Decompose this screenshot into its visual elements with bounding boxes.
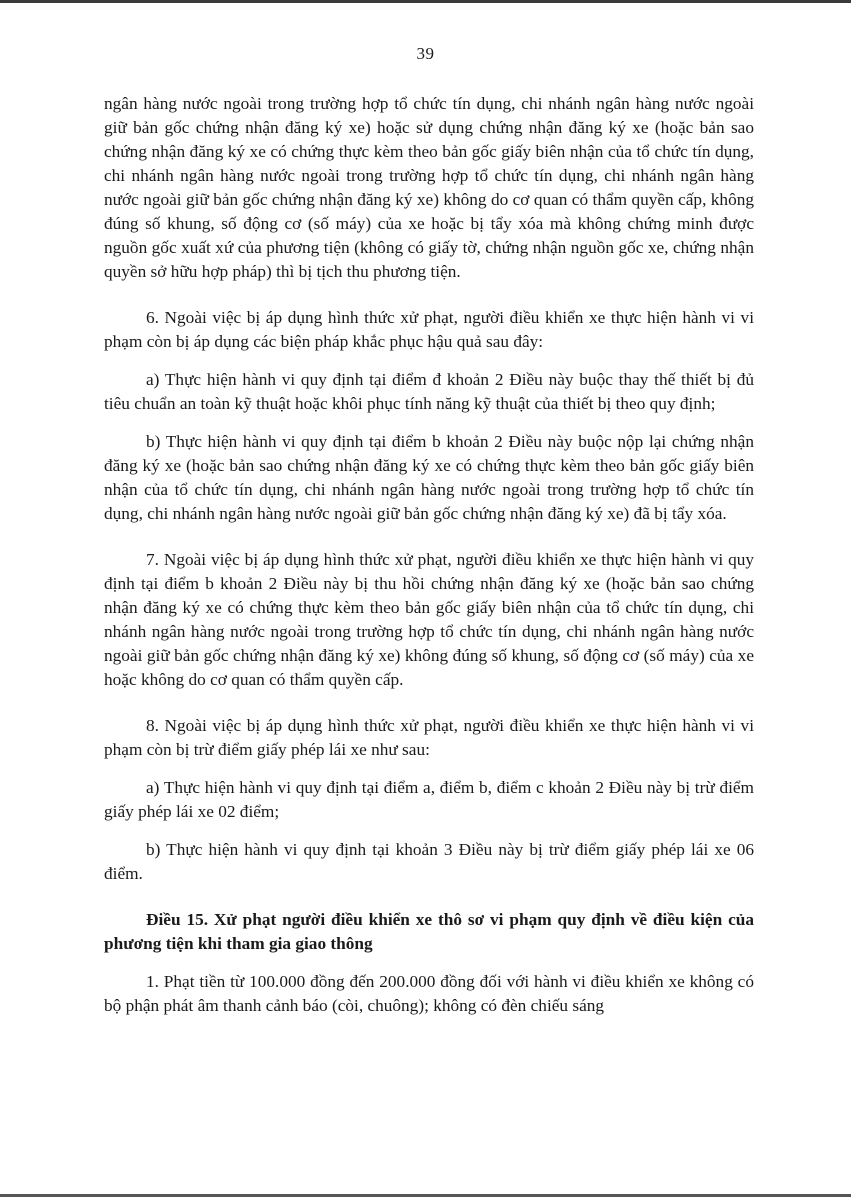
paragraph-clause-6: 6. Ngoài việc bị áp dụng hình thức xử phạt, người điều khiển xe thực hiện hành vi vi phạm còn bị áp dụng các biện pháp khắc phục hậu quả sau đây:	[104, 308, 754, 351]
page-number: 39	[416, 44, 435, 63]
paragraph-clause-6a: a) Thực hiện hành vi quy định tại điểm đ khoản 2 Điều này buộc thay thế thiết bị đủ tiêu chuẩn an toàn kỹ thuật hoặc khôi phục tính năng kỹ thuật của thiết bị theo quy định;	[104, 370, 754, 413]
scan-bottom-edge	[0, 1194, 851, 1197]
paragraph-article-15-clause-1: 1. Phạt tiền từ 100.000 đồng đến 200.000 đồng đối với hành vi điều khiển xe không có bộ phận phát âm thanh cảnh báo (còi, chuông); không có đèn chiếu sáng	[104, 972, 754, 1015]
paragraph-clause-8a: a) Thực hiện hành vi quy định tại điểm a, điểm b, điểm c khoản 2 Điều này bị trừ điểm giấy phép lái xe 02 điểm;	[104, 778, 754, 821]
paragraph-clause-7: 7. Ngoài việc bị áp dụng hình thức xử phạt, người điều khiển xe thực hiện hành vi quy định tại điểm b khoản 2 Điều này bị thu hồi chứng nhận đăng ký xe (hoặc bản sao chứng nhận đăng ký xe có chứng thực kèm theo bản gốc giấy biên nhận của tổ chức tín dụng, chi nhánh ngân hàng nước ngoài trong trường hợp tổ chức tín dụng, chi nhánh ngân hàng nước ngoài giữ bản gốc chứng nhận đăng ký xe) không đúng số khung, số động cơ (số máy) của xe hoặc không do cơ quan có thẩm quyền cấp.	[104, 550, 754, 689]
paragraph-clause-8b: b) Thực hiện hành vi quy định tại khoản 3 Điều này bị trừ điểm giấy phép lái xe 06 điểm.	[104, 840, 754, 883]
scan-top-edge	[0, 0, 851, 3]
paragraph-clause-8: 8. Ngoài việc bị áp dụng hình thức xử phạt, người điều khiển xe thực hiện hành vi vi phạm còn bị trừ điểm giấy phép lái xe như sau:	[104, 716, 754, 759]
article-15-heading: Điều 15. Xử phạt người điều khiển xe thô sơ vi phạm quy định về điều kiện của phương tiện khi tham gia giao thông	[104, 910, 754, 953]
paragraph-clause-6b: b) Thực hiện hành vi quy định tại điểm b khoản 2 Điều này buộc nộp lại chứng nhận đăng ký xe (hoặc bản sao chứng nhận đăng ký xe có chứng thực kèm theo bản gốc giấy biên nhận của tổ chức tín dụng, chi nhánh ngân hàng nước ngoài trong trường hợp tổ chức tín dụng, chi nhánh ngân hàng nước ngoài giữ bản gốc chứng nhận đăng ký xe) đã bị tẩy xóa.	[104, 432, 754, 523]
paragraph-continuation: ngân hàng nước ngoài trong trường hợp tổ chức tín dụng, chi nhánh ngân hàng nước ngoài giữ bản gốc chứng nhận đăng ký xe) hoặc sử dụng chứng nhận đăng ký xe (hoặc bản sao chứng nhận đăng ký xe có chứng thực kèm theo bản gốc giấy biên nhận của tổ chức tín dụng, chi nhánh ngân hàng nước ngoài trong trường hợp tổ chức tín dụng, chi nhánh ngân hàng nước ngoài giữ bản gốc chứng nhận đăng ký xe) không do cơ quan có thẩm quyền cấp, không đúng số khung, số động cơ (số máy) của xe hoặc bị tẩy xóa mà không chứng minh được nguồn gốc xuất xứ của phương tiện (không có giấy tờ, chứng nhận nguồn gốc xe, chứng nhận quyền sở hữu hợp pháp) thì bị tịch thu phương tiện.	[104, 94, 754, 281]
document-body	[104, 92, 754, 1018]
